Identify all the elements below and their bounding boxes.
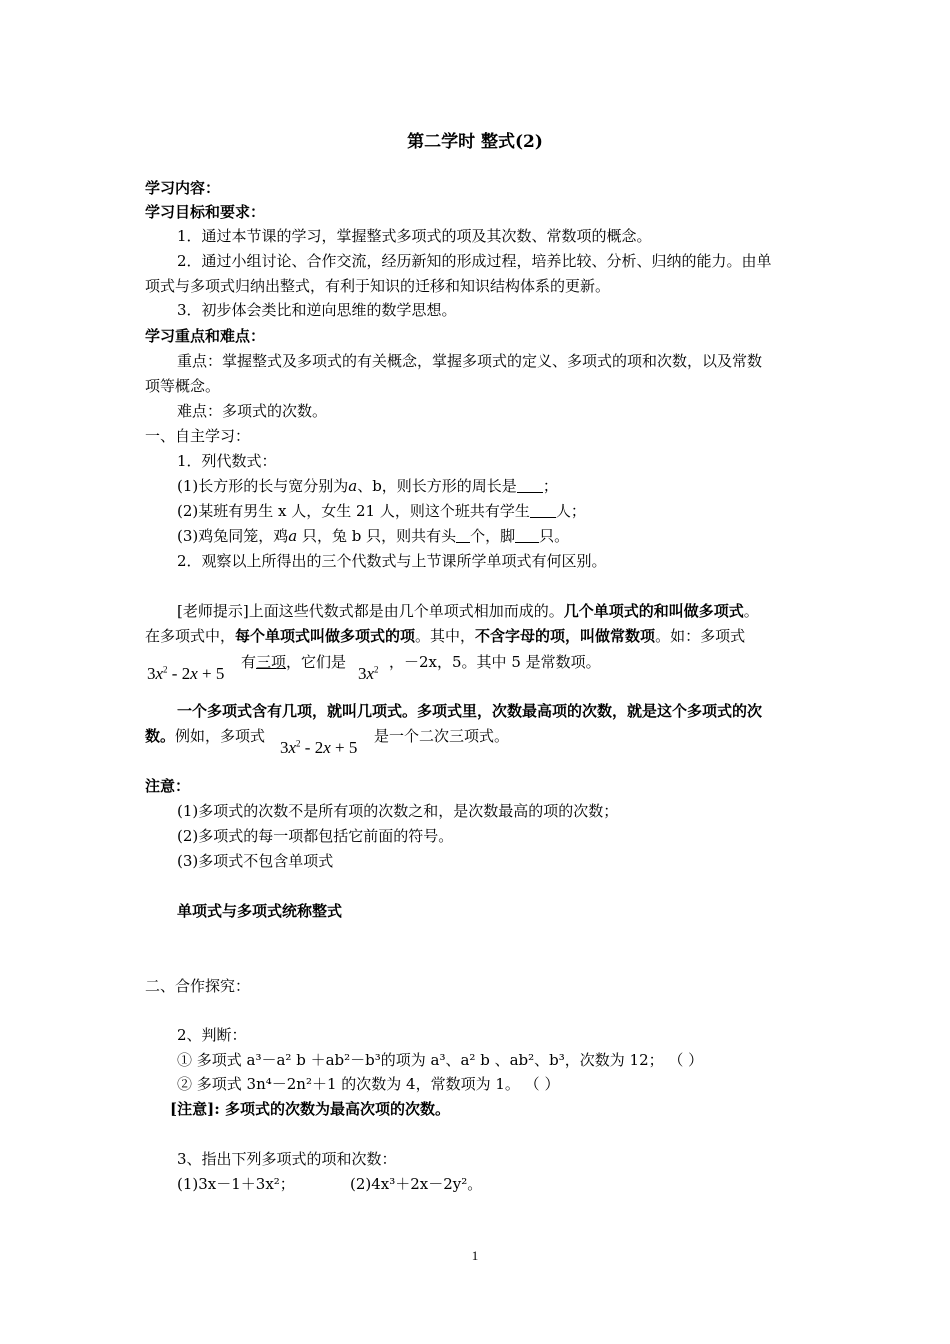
degree-definition-line1: 一个多项式含有几项，就叫几项式。多项式里，次数最高项的次数，就是这个多项式的次 xyxy=(177,702,763,720)
q1-3-text-c: 个，脚 xyxy=(470,527,516,545)
hint-definition: 几个单项式的和叫做多项式 xyxy=(563,602,744,620)
judge-heading: 2、判断： xyxy=(177,1026,247,1044)
var-a: a xyxy=(348,477,358,495)
example-text: 例如，多项式 xyxy=(175,727,266,745)
page-number: 1 xyxy=(471,1248,479,1263)
formula-term: $3x^2$ xyxy=(358,664,379,683)
hint-text: 。如：多项式 xyxy=(655,627,746,645)
question-1-1 xyxy=(177,476,558,496)
answer-blank[interactable] xyxy=(515,528,539,543)
question-1-3 xyxy=(177,526,569,546)
q1-2-text: (2)某班有男生 x 人，女生 21 人，则这个班共有学生 xyxy=(177,502,530,520)
q1-1-text-b: 、b，则长方形的周长是 xyxy=(357,477,517,495)
question-1: 1．列代数式： xyxy=(177,452,277,470)
judge-item-2: ② 多项式 3n⁴－2n²＋1 的次数为 4，常数项为 1。 （ ） xyxy=(177,1075,560,1093)
goal-item-1: 1．通过本节课的学习，掌握整式多项式的项及其次数、常数项的概念。 xyxy=(177,227,652,245)
question-3: 3、指出下列多项式的项和次数： xyxy=(177,1150,397,1168)
example-conclusion: 是一个二次三项式。 xyxy=(374,727,510,745)
part-two-heading: 二、合作探究： xyxy=(145,977,251,995)
attention-line xyxy=(170,1099,450,1119)
note-item-1: (1)多项式的次数不是所有项的次数之和，是次数最高的项的次数； xyxy=(177,802,619,820)
goal-item-2-line1: 2．通过小组讨论、合作交流，经历新知的形成过程，培养比较、分析、归纳的能力。由单 xyxy=(177,252,772,270)
hint-definition: 每个单项式叫做多项式的项 xyxy=(235,627,416,645)
section-heading-content: 学习内容： xyxy=(145,179,221,197)
difficulty-line: 难点：多项式的次数。 xyxy=(177,402,328,420)
judge-item-1: ① 多项式 a³－a² b ＋ab²－b³的项为 a³、a² b 、ab²、b³，次数为 12； （ ） xyxy=(177,1051,704,1069)
attention-label: [注意]: xyxy=(170,1100,220,1118)
degree-definition-end: 数。 xyxy=(145,727,176,745)
question-3-2: (2)4x³＋2x－2y²。 xyxy=(350,1175,483,1193)
summary-line: 单项式与多项式统称整式 xyxy=(177,902,343,920)
q1-3-text-b: 只，兔 b 只，则共有头 xyxy=(297,527,457,545)
section-heading-goals: 学习目标和要求： xyxy=(145,203,266,221)
question-1-2 xyxy=(177,501,586,521)
attention-text: 多项式的次数为最高次项的次数。 xyxy=(219,1100,450,1118)
q1-1-text: (1)长方形的长与宽分别为 xyxy=(177,477,349,495)
hint-text: 。其中， xyxy=(415,627,476,645)
q1-1-end: ； xyxy=(542,477,558,495)
hint-text: ，它们是 xyxy=(286,653,347,671)
page-title: 第二学时 整式(2) xyxy=(407,132,543,152)
hint-text: 有 xyxy=(241,653,257,671)
question-2: 2．观察以上所得出的三个代数式与上节课所学单项式有何区别。 xyxy=(177,552,607,570)
focus-line2: 项等概念。 xyxy=(145,377,221,395)
teacher-hint-line2 xyxy=(145,626,745,646)
degree-definition-line2 xyxy=(145,726,265,746)
hint-text: 。 xyxy=(743,602,759,620)
formula-polynomial: $3x^2 - 2x + 5$ xyxy=(147,664,225,683)
goal-item-2-line2: 项式与多项式归纳出整式，有利于知识的迁移和知识结构体系的更新。 xyxy=(145,277,611,295)
q1-3-end: 只。 xyxy=(539,527,570,545)
section-heading-focus: 学习重点和难点： xyxy=(145,327,266,345)
teacher-hint-line3 xyxy=(241,652,346,672)
hint-definition: 不含字母的项，叫做常数项 xyxy=(475,627,656,645)
q1-2-end: 人； xyxy=(555,502,586,520)
teacher-hint-line1 xyxy=(177,601,759,621)
teacher-hint-line3-end: ，－2x，5。其中 5 是常数项。 xyxy=(389,653,601,671)
note-item-3: (3)多项式不包含单项式 xyxy=(177,852,334,870)
q1-3-text: (3)鸡兔同笼，鸡 xyxy=(177,527,289,545)
answer-blank[interactable] xyxy=(517,478,543,493)
hint-underlined: 三项 xyxy=(256,653,287,671)
focus-line1: 重点：掌握整式及多项式的有关概念，掌握多项式的定义、多项式的项和次数，以及常数 xyxy=(177,352,763,370)
note-item-2: (2)多项式的每一项都包括它前面的符号。 xyxy=(177,827,454,845)
part-one-heading: 一、自主学习： xyxy=(145,427,251,445)
formula-polynomial: $3x^2 - 2x + 5$ xyxy=(280,738,358,757)
note-heading: 注意： xyxy=(145,777,191,795)
answer-blank[interactable] xyxy=(530,503,556,518)
answer-blank[interactable] xyxy=(456,528,470,543)
var-a: a xyxy=(288,527,298,545)
hint-text: [老师提示]上面这些代数式都是由几个单项式相加而成的。 xyxy=(177,602,564,620)
question-3-1: (1)3x－1＋3x²； xyxy=(177,1175,295,1193)
goal-item-3: 3．初步体会类比和逆向思维的数学思想。 xyxy=(177,301,457,319)
hint-text: 在多项式中， xyxy=(145,627,236,645)
